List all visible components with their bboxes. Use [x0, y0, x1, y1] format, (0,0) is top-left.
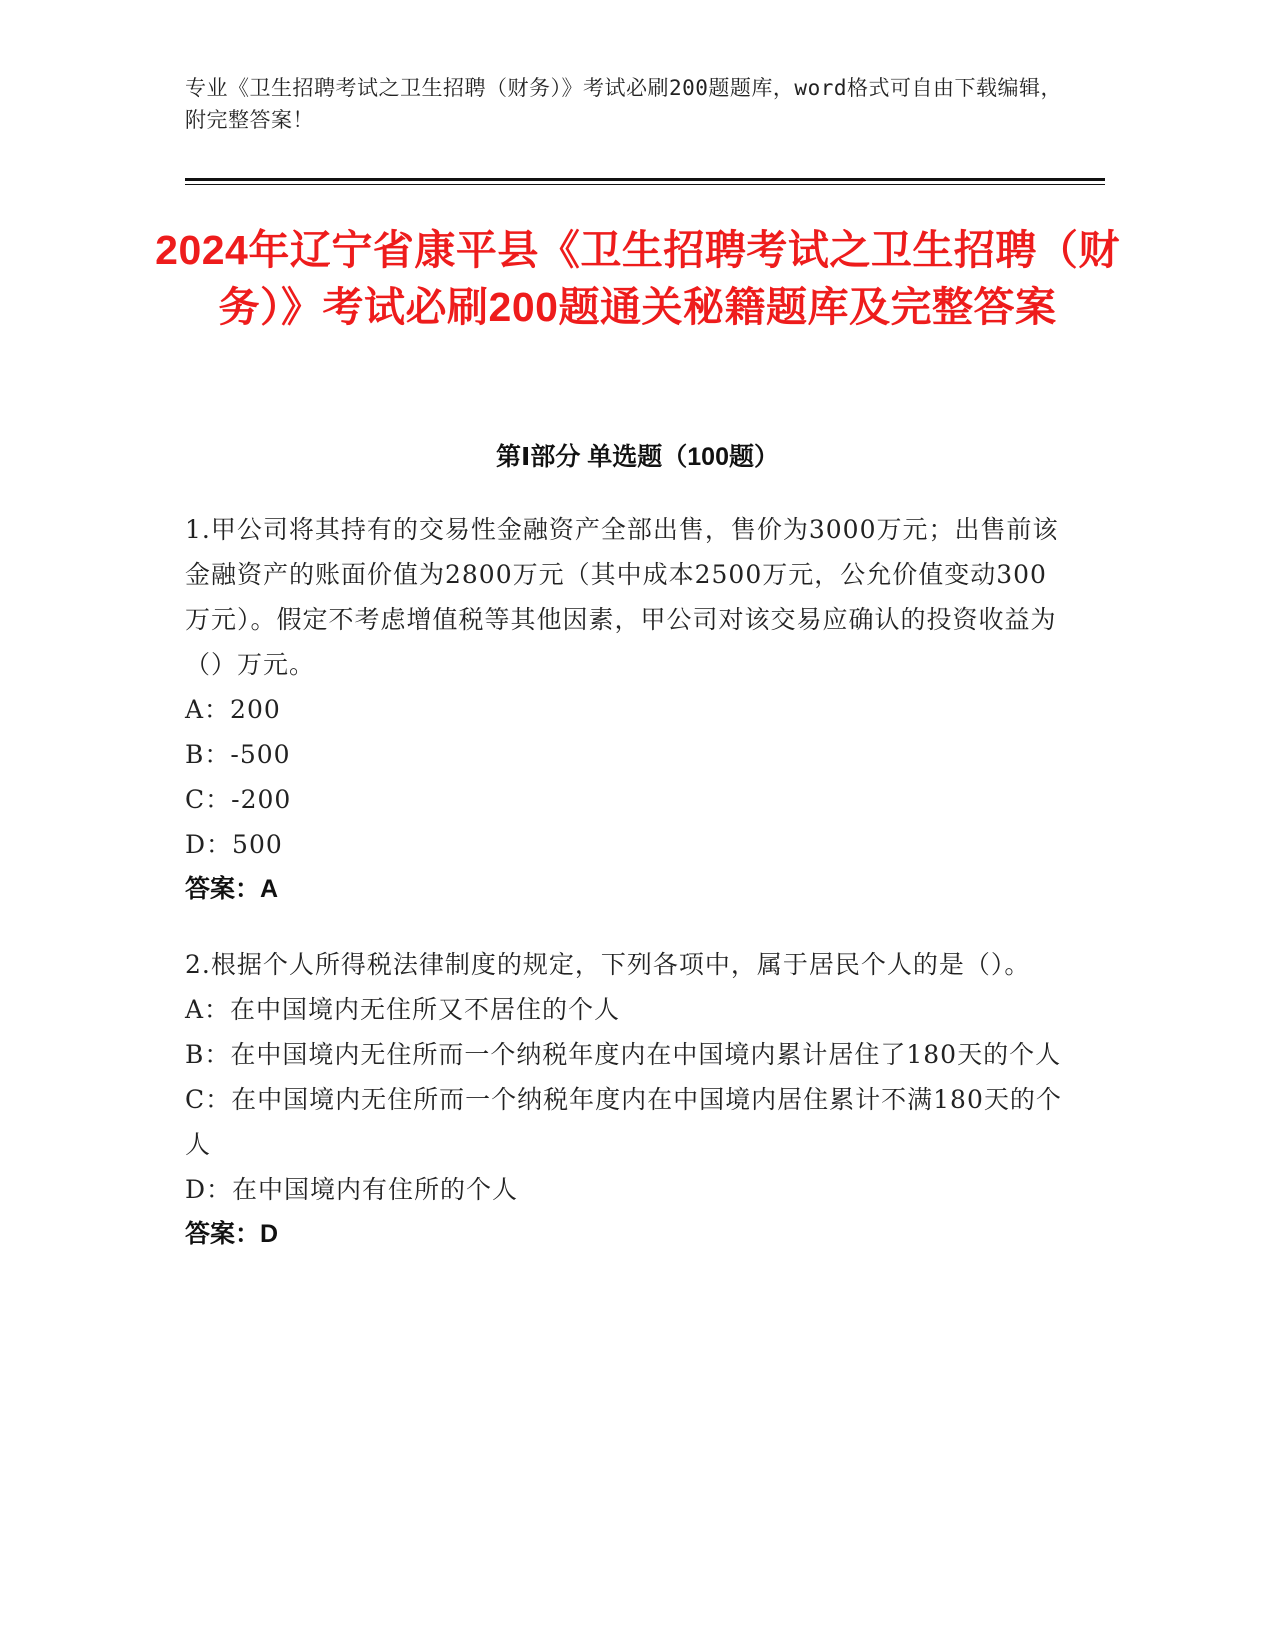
option-b: B：在中国境内无住所而一个纳税年度内在中国境内累计居住了180天的个人	[185, 1040, 1062, 1069]
option-d: D：在中国境内有住所的个人	[185, 1175, 519, 1204]
section-heading: 第Ⅰ部分 单选题（100题）	[496, 443, 779, 471]
header-divider-thin	[185, 184, 1105, 185]
option-b: B：-500	[185, 740, 291, 769]
option-a: A：在中国境内无住所又不居住的个人	[185, 995, 621, 1024]
option-d: D：500	[185, 830, 283, 859]
answer: 答案：A	[185, 875, 279, 903]
header-divider-thick	[185, 178, 1105, 181]
question-2	[185, 942, 1065, 1257]
question-stem: 1.甲公司将其持有的交易性金融资产全部出售，售价为3000万元；出售前该金融资产的账面价值为2800万元（其中成本2500万元，公允价值变动300万元）。假定不考虑增值税等其他因素，甲公司对该交易应确认的投资收益为（）万元。	[185, 515, 1059, 679]
question-stem: 2.根据个人所得税法律制度的规定，下列各项中，属于居民个人的是（）。	[185, 950, 1031, 979]
answer: 答案：D	[185, 1220, 279, 1248]
option-c: C：-200	[185, 785, 292, 814]
option-c: C：在中国境内无住所而一个纳税年度内在中国境内居住累计不满180天的个人	[185, 1085, 1062, 1159]
question-1	[185, 507, 1065, 912]
option-a: A：200	[185, 695, 281, 724]
document-title: 2024年辽宁省康平县《卫生招聘考试之卫生招聘（财务）》考试必刷200题通关秘籍题库及完整答案	[155, 227, 1120, 330]
header-note: 专业《卫生招聘考试之卫生招聘（财务）》考试必刷200题题库，word格式可自由下载编辑，附完整答案！	[185, 76, 1062, 132]
